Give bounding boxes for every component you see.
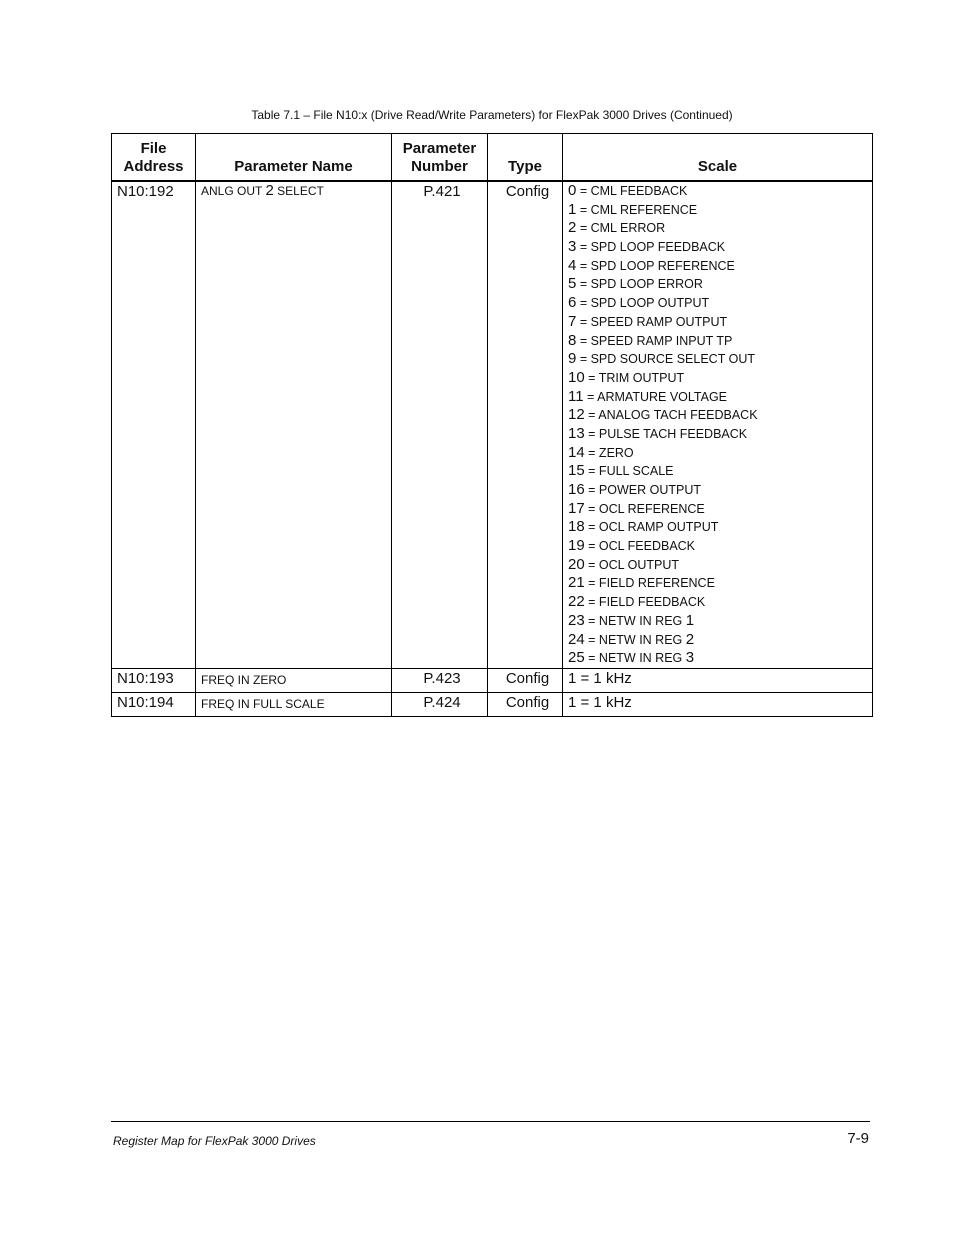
type-cell: Config bbox=[488, 668, 563, 692]
scale-item-value: 7 bbox=[568, 312, 577, 330]
scale-item-register-number: 2 bbox=[685, 630, 695, 648]
scale-item-label: = CML ERROR bbox=[576, 221, 666, 236]
scale-item bbox=[568, 518, 872, 537]
scale-item bbox=[568, 350, 872, 369]
parameter-number-cell: P.424 bbox=[392, 692, 488, 716]
type-cell: Config bbox=[488, 181, 563, 668]
header-parameter-name: Parameter Name bbox=[196, 134, 392, 182]
header-scale: Scale bbox=[563, 134, 873, 182]
table-header-row bbox=[112, 134, 873, 182]
scale-item bbox=[568, 500, 872, 519]
header-file-address bbox=[112, 134, 196, 182]
scale-item bbox=[568, 612, 872, 631]
scale-item-label: = SPD LOOP OUTPUT bbox=[576, 296, 710, 311]
scale-item bbox=[568, 219, 872, 238]
file-address-cell: N10:192 bbox=[112, 181, 196, 668]
scale-item bbox=[568, 388, 872, 407]
footer-divider bbox=[111, 1121, 870, 1122]
scale-item bbox=[568, 332, 872, 351]
page-number: 7-9 bbox=[847, 1130, 869, 1147]
scale-item-label: = NETW IN REG bbox=[584, 632, 686, 647]
scale-item-value: 6 bbox=[568, 294, 577, 312]
scale-item-label: = POWER OUTPUT bbox=[584, 483, 702, 497]
scale-item-label: = ZERO bbox=[584, 445, 634, 460]
scale-cell: 1 = 1 kHz bbox=[563, 692, 873, 716]
scale-item bbox=[568, 275, 872, 294]
scale-item bbox=[568, 257, 872, 276]
header-file-address-line1: File bbox=[140, 140, 167, 157]
scale-cell bbox=[563, 181, 873, 668]
scale-item bbox=[568, 462, 872, 481]
scale-item-label: = SPD LOOP FEEDBACK bbox=[576, 240, 726, 255]
scale-item-label: = OCL OUTPUT bbox=[584, 557, 680, 572]
table-row bbox=[112, 692, 873, 716]
scale-item-value: 10 bbox=[568, 368, 585, 386]
scale-item bbox=[568, 369, 872, 388]
table-row bbox=[112, 668, 873, 692]
scale-item-value: 14 bbox=[568, 443, 585, 461]
scale-item bbox=[568, 556, 872, 575]
parameter-name-part: SELECT bbox=[273, 184, 324, 198]
scale-item-value: 13 bbox=[568, 424, 585, 442]
scale-item-value: 1 bbox=[568, 200, 577, 218]
scale-item bbox=[568, 406, 872, 425]
scale-item-label: = CML REFERENCE bbox=[576, 202, 698, 217]
header-type: Type bbox=[488, 134, 563, 182]
scale-item-value: 9 bbox=[568, 350, 577, 368]
header-parameter-number bbox=[392, 134, 488, 182]
scale-item bbox=[568, 631, 872, 650]
scale-item bbox=[568, 238, 872, 257]
scale-item bbox=[568, 425, 872, 444]
scale-item bbox=[568, 593, 872, 612]
scale-item-label: = SPEED RAMP INPUT TP bbox=[576, 333, 733, 348]
scale-item-label: = TRIM OUTPUT bbox=[584, 370, 685, 385]
scale-item-value: 15 bbox=[568, 462, 585, 480]
scale-item-label: = SPD LOOP ERROR bbox=[576, 277, 703, 292]
scale-item-value: 24 bbox=[568, 630, 585, 648]
scale-item-label: = ANALOG TACH FEEDBACK bbox=[584, 408, 758, 423]
scale-item bbox=[568, 182, 872, 201]
header-file-address-line2: Address bbox=[123, 158, 184, 175]
scale-item-value: 5 bbox=[568, 275, 577, 293]
scale-item-value: 17 bbox=[568, 499, 585, 517]
scale-item bbox=[568, 201, 872, 220]
scale-item-label: = ARMATURE VOLTAGE bbox=[583, 389, 728, 404]
scale-item bbox=[568, 444, 872, 463]
scale-item-value: 12 bbox=[568, 406, 585, 424]
parameter-name-part: ANLG OUT bbox=[201, 184, 266, 198]
parameter-number-cell: P.421 bbox=[392, 181, 488, 668]
scale-item-value: 19 bbox=[568, 537, 585, 555]
file-address-cell: N10:194 bbox=[112, 692, 196, 716]
scale-item-label: = NETW IN REG bbox=[584, 651, 686, 666]
type-cell: Config bbox=[488, 692, 563, 716]
scale-item-value: 20 bbox=[568, 555, 585, 573]
scale-item-register-number: 1 bbox=[685, 611, 695, 629]
scale-item-value: 4 bbox=[568, 256, 577, 274]
parameter-number-cell: P.423 bbox=[392, 668, 488, 692]
register-table bbox=[111, 133, 873, 717]
scale-item-value: 16 bbox=[568, 481, 585, 498]
scale-list bbox=[568, 182, 872, 668]
parameter-name-number: 2 bbox=[265, 182, 274, 199]
scale-item-register-number: 3 bbox=[685, 649, 695, 667]
table-row bbox=[112, 181, 873, 668]
scale-item-label: = FIELD REFERENCE bbox=[584, 576, 715, 591]
scale-item-label: = SPEED RAMP OUTPUT bbox=[576, 314, 728, 329]
scale-item bbox=[568, 537, 872, 556]
scale-item-value: 22 bbox=[568, 593, 585, 611]
scale-item-value: 2 bbox=[568, 219, 577, 237]
scale-item-value: 23 bbox=[568, 611, 585, 629]
scale-cell: 1 = 1 kHz bbox=[563, 668, 873, 692]
parameter-name-cell: FREQ IN FULL SCALE bbox=[196, 692, 392, 716]
scale-item bbox=[568, 294, 872, 313]
parameter-name-cell bbox=[196, 181, 392, 668]
scale-item-value: 3 bbox=[568, 238, 577, 256]
header-parameter-number-line1: Parameter bbox=[402, 140, 477, 157]
scale-item-label: = PULSE TACH FEEDBACK bbox=[584, 426, 748, 441]
scale-item-value: 21 bbox=[568, 574, 585, 592]
scale-item-label: = CML FEEDBACK bbox=[576, 184, 688, 198]
scale-item-label: = FIELD FEEDBACK bbox=[584, 595, 706, 610]
scale-item-value: 25 bbox=[568, 649, 585, 667]
scale-item bbox=[568, 481, 872, 500]
scale-item-value: 11 bbox=[568, 387, 584, 405]
scale-item-value: 8 bbox=[568, 331, 577, 349]
table-caption: Table 7.1 – File N10:x (Drive Read/Write Parameters) for FlexPak 3000 Drives (Continued) bbox=[251, 108, 733, 122]
scale-item bbox=[568, 649, 872, 668]
scale-item-label: = OCL REFERENCE bbox=[584, 501, 705, 516]
file-address-cell: N10:193 bbox=[112, 668, 196, 692]
scale-item-value: 18 bbox=[568, 518, 585, 536]
scale-item-label: = NETW IN REG bbox=[584, 613, 686, 628]
scale-item-label: = OCL RAMP OUTPUT bbox=[584, 520, 719, 535]
scale-item-label: = OCL FEEDBACK bbox=[584, 539, 696, 554]
scale-item-label: = SPD LOOP REFERENCE bbox=[576, 258, 735, 273]
parameter-name-cell: FREQ IN ZERO bbox=[196, 668, 392, 692]
scale-item-label: = SPD SOURCE SELECT OUT bbox=[576, 352, 755, 367]
header-parameter-number-line2: Number bbox=[411, 158, 468, 175]
footer-title: Register Map for FlexPak 3000 Drives bbox=[113, 1134, 316, 1148]
scale-item-value: 0 bbox=[568, 182, 577, 199]
scale-item-label: = FULL SCALE bbox=[584, 464, 674, 479]
scale-item bbox=[568, 313, 872, 332]
scale-item bbox=[568, 574, 872, 593]
